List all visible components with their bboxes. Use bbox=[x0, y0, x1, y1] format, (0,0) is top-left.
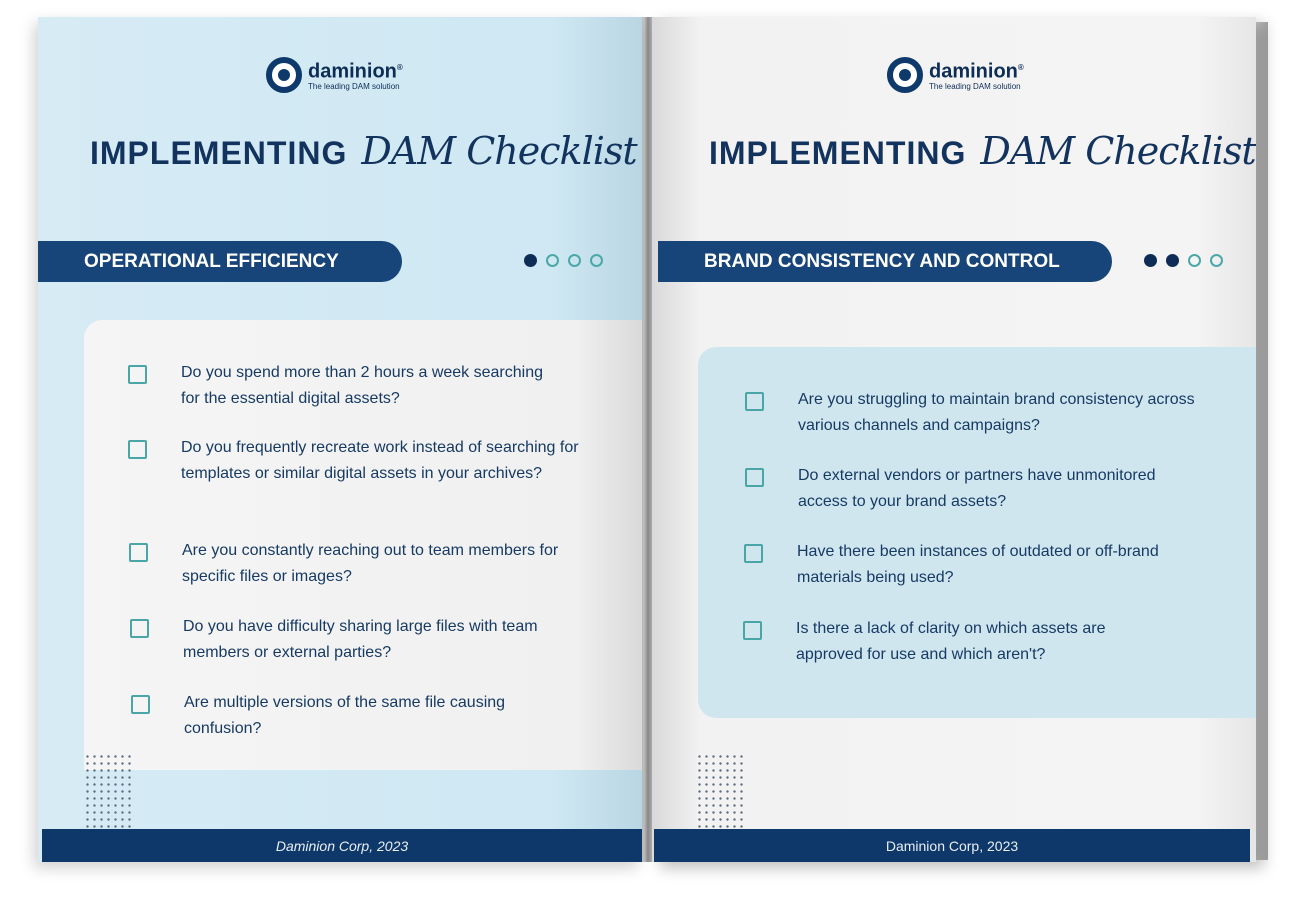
progress-dot bbox=[1144, 254, 1157, 267]
brand-name: daminion bbox=[929, 60, 1018, 83]
page-footer bbox=[42, 829, 642, 862]
checklist-item-text: Is there a lack of clarity on which assets are approved for use and which aren't? bbox=[796, 620, 1106, 663]
progress-dot bbox=[1188, 254, 1201, 267]
checkbox[interactable] bbox=[745, 468, 764, 487]
daminion-logo-icon bbox=[266, 57, 302, 93]
checklist-item[interactable] bbox=[129, 538, 559, 590]
footer-text: Daminion Corp, 2023 bbox=[275, 837, 409, 854]
footer-text: Daminion Corp, 2023 bbox=[885, 837, 1019, 854]
progress-dot bbox=[568, 254, 581, 267]
checklist-item[interactable] bbox=[130, 614, 570, 666]
checklist-item-text: Do you frequently recreate work instead of searching for templates or similar digital assets in your archives? bbox=[181, 439, 579, 482]
page-progress-dots bbox=[524, 254, 603, 267]
section-title: OPERATIONAL EFFICIENCY bbox=[84, 250, 339, 272]
checkbox[interactable] bbox=[743, 621, 762, 640]
section-header bbox=[38, 241, 402, 282]
checkbox[interactable] bbox=[744, 544, 763, 563]
brand-tagline: The leading DAM solution bbox=[308, 81, 400, 91]
checkbox[interactable] bbox=[129, 543, 148, 562]
checklist-item-text: Do you spend more than 2 hours a week searching for the essential digital assets? bbox=[181, 364, 543, 407]
checklist-item[interactable] bbox=[131, 690, 571, 742]
title-bold: IMPLEMENTING bbox=[709, 135, 967, 171]
checklist-item-text: Are you struggling to maintain brand consistency across various channels and campaigns? bbox=[798, 391, 1195, 434]
progress-dot bbox=[524, 254, 537, 267]
checkbox[interactable] bbox=[131, 695, 150, 714]
checklist-item-text: Are you constantly reaching out to team members for specific files or images? bbox=[182, 542, 559, 585]
checklist-item-text: Are multiple versions of the same file causing confusion? bbox=[184, 694, 506, 737]
decorative-dot-grid bbox=[696, 753, 746, 829]
brand-logo bbox=[266, 57, 403, 93]
progress-dot bbox=[590, 254, 603, 267]
progress-dot bbox=[1166, 254, 1179, 267]
brand-tagline: The leading DAM solution bbox=[929, 81, 1021, 91]
checklist-item[interactable] bbox=[128, 360, 558, 412]
checkbox[interactable] bbox=[128, 365, 147, 384]
checkbox[interactable] bbox=[745, 392, 764, 411]
brand-logo bbox=[887, 57, 1024, 93]
progress-dot bbox=[1210, 254, 1223, 267]
back-cover-edge bbox=[1254, 22, 1268, 860]
page-title bbox=[709, 129, 1256, 173]
checklist-item[interactable] bbox=[743, 616, 1173, 668]
checklist-item-text: Do external vendors or partners have unmonitored access to your brand assets? bbox=[798, 467, 1156, 510]
section-title: BRAND CONSISTENCY AND CONTROL bbox=[704, 250, 1060, 272]
checklist-item[interactable] bbox=[745, 387, 1205, 439]
checklist-item[interactable] bbox=[744, 539, 1174, 591]
brand-name: daminion bbox=[308, 60, 397, 83]
registered-mark: ® bbox=[396, 63, 403, 73]
checklist-item-text: Do you have difficulty sharing large files with team members or external parties? bbox=[183, 618, 538, 661]
left-page bbox=[38, 17, 642, 862]
page-footer bbox=[654, 829, 1250, 862]
section-header bbox=[658, 241, 1112, 282]
checkbox[interactable] bbox=[130, 619, 149, 638]
registered-mark: ® bbox=[1017, 63, 1024, 73]
progress-dot bbox=[546, 254, 559, 267]
right-page bbox=[652, 17, 1256, 862]
checklist-item[interactable] bbox=[745, 463, 1175, 515]
page-title bbox=[90, 129, 637, 173]
page-progress-dots bbox=[1144, 254, 1223, 267]
checklist-item-text: Have there been instances of outdated or off-brand materials being used? bbox=[797, 543, 1159, 586]
decorative-dot-grid bbox=[84, 753, 134, 829]
checkbox[interactable] bbox=[128, 440, 147, 459]
checklist-item[interactable] bbox=[128, 435, 598, 487]
title-script: DAM Checklist bbox=[980, 129, 1256, 173]
title-script: DAM Checklist bbox=[361, 129, 637, 173]
title-bold: IMPLEMENTING bbox=[90, 135, 348, 171]
daminion-logo-icon bbox=[887, 57, 923, 93]
